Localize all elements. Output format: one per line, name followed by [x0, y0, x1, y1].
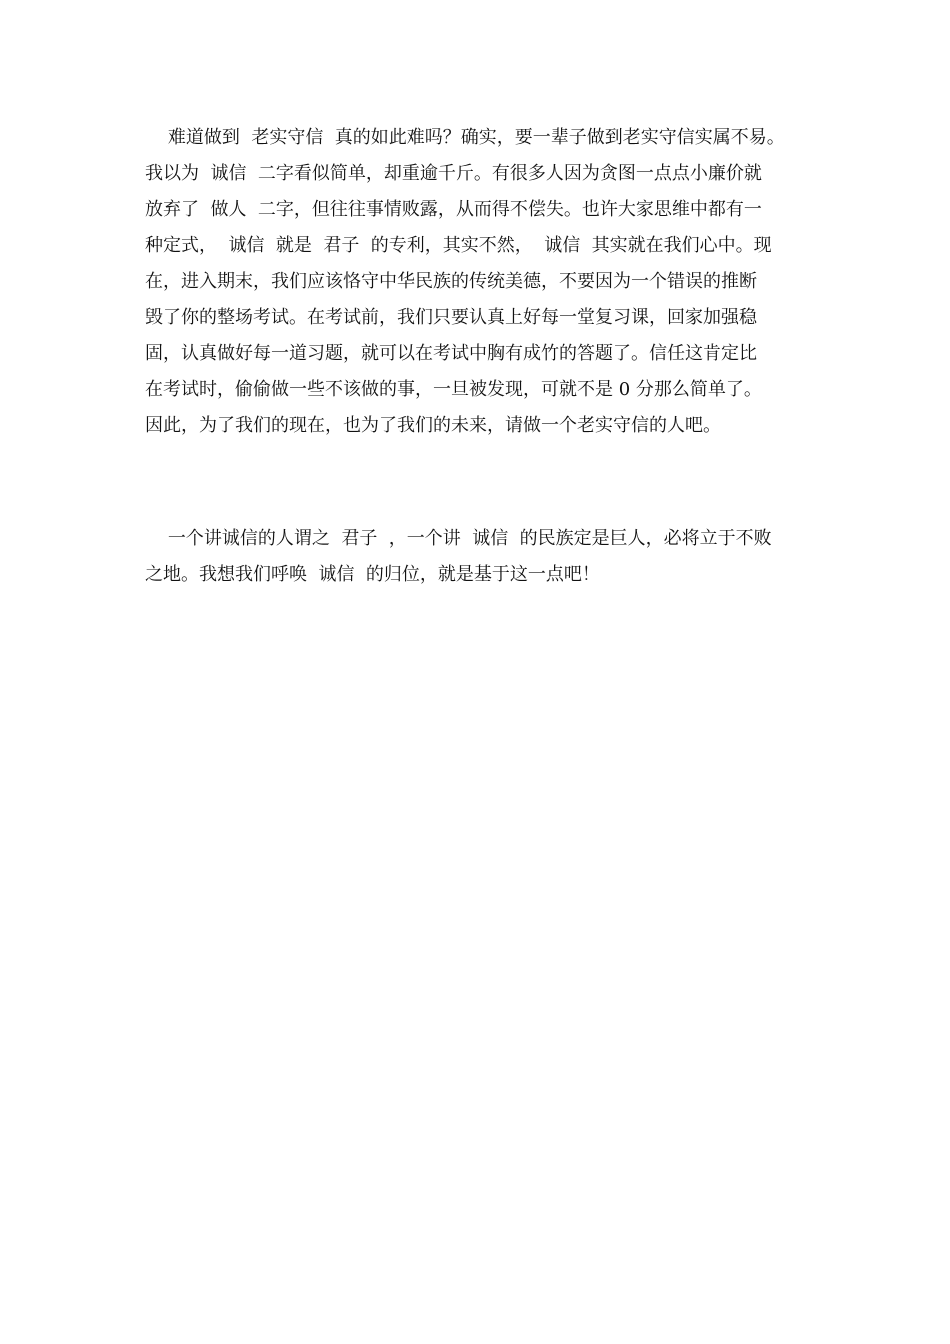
- text-line: 在，进入期末，我们应该恪守中华民族的传统美德，不要因为一个错误的推断: [145, 271, 757, 292]
- text-line: 毁了你的整场考试。在考试前，我们只要认真上好每一堂复习课，回家加强稳: [145, 307, 757, 328]
- text-line: 之地。我想我们呼唤 诚信 的归位，就是基于这一点吧！: [145, 564, 600, 585]
- text-line: 难道做到 老实守信 真的如此难吗？确实，要一辈子做到老实守信实属不易。: [145, 127, 785, 148]
- text-line: 因此，为了我们的现在，也为了我们的未来，请做一个老实守信的人吧。: [145, 415, 721, 436]
- paragraph-2: [145, 521, 845, 593]
- paragraph-1: [145, 120, 845, 444]
- text-line: 一个讲诚信的人谓之 君子 ，一个讲 诚信 的民族定是巨人，必将立于不败: [145, 528, 772, 549]
- text-line: 我以为 诚信 二字看似简单，却重逾千斤。有很多人因为贪图一点点小廉价就: [145, 163, 762, 184]
- text-line: 种定式， 诚信 就是 君子 的专利，其实不然， 诚信 其实就在我们心中。现: [145, 235, 772, 256]
- text-line: 固，认真做好每一道习题，就可以在考试中胸有成竹的答题了。信任这肯定比: [145, 343, 757, 364]
- text-line: 在考试时，偷偷做一些不该做的事，一旦被发现，可就不是 0 分那么简单了。: [145, 379, 762, 400]
- text-line: 放弃了 做人 二字，但往往事情败露，从而得不偿失。也许大家思维中都有一: [145, 199, 762, 220]
